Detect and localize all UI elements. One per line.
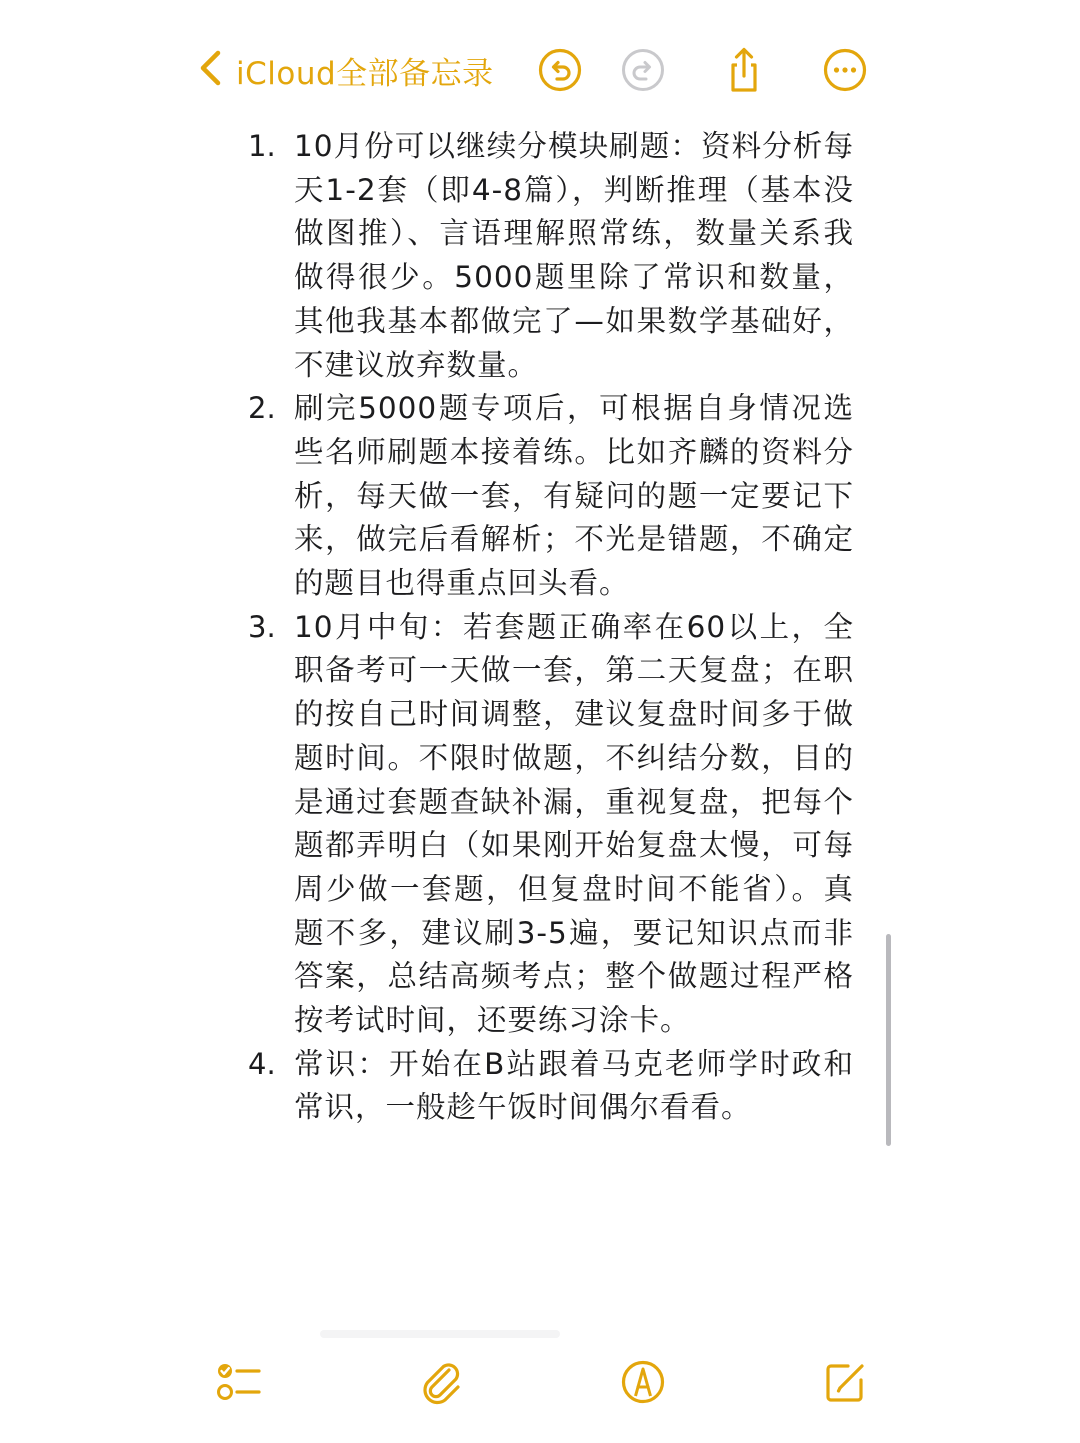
list-item-text: 10月份可以继续分模块刷题：资料分析每天1-2套（即4-8篇），判断推理（基本没做图推）、言语理解照常练，数量关系我做得很少。5000题里除了常识和数量，其他我基本都做完了—如果数学基础好，不建议放弃数量。 <box>294 129 854 382</box>
navigation-bar <box>0 0 1080 130</box>
compose-icon[interactable] <box>821 1358 869 1406</box>
note-body[interactable] <box>248 125 868 1130</box>
back-button[interactable] <box>196 46 494 94</box>
list-item <box>248 606 868 1043</box>
list-item <box>248 387 868 606</box>
checklist-icon[interactable] <box>214 1358 262 1406</box>
list-item <box>248 1043 868 1130</box>
share-icon[interactable] <box>720 46 768 94</box>
list-item-number: 1. <box>248 129 276 163</box>
scroll-indicator[interactable] <box>886 934 891 1146</box>
markup-pen-icon[interactable] <box>619 1358 667 1406</box>
list-item-text: 10月中旬：若套题正确率在60以上，全职备考可一天做一套，第二天复盘；在职的按自己时间调整，建议复盘时间多于做题时间。不限时做题，不纠结分数，目的是通过套题查缺补漏，重视复盘，把每个题都弄明白（如果刚开始复盘太慢，可每周少做一套题，但复盘时间不能省）。真题不多，建议刷3-5遍，要记知识点而非答案，总结高频考点；整个做题过程严格按考试时间，还要练习涂卡。 <box>294 609 854 1038</box>
list-item <box>248 125 868 387</box>
list-item-text: 常识：开始在B站跟着马克老师学时政和常识，一般趁午饭时间偶尔看看。 <box>294 1046 854 1125</box>
redo-icon[interactable] <box>619 46 667 94</box>
list-item-number: 2. <box>248 391 276 426</box>
list-item-number: 3. <box>248 609 276 644</box>
list-item-text: 刷完5000题专项后，可根据自身情况选些名师刷题本接着练。比如齐麟的资料分析，每天做一套，有疑问的题一定要记下来，做完后看解析；不光是错题，不确定的题目也得重点回头看。 <box>294 391 854 601</box>
divider <box>320 1330 560 1338</box>
back-button-label: iCloud全部备忘录 <box>236 55 494 92</box>
chevron-left-icon <box>196 47 224 93</box>
undo-icon[interactable] <box>536 46 584 94</box>
paperclip-icon[interactable] <box>418 1358 466 1406</box>
list-item-number: 4. <box>248 1046 276 1081</box>
more-icon[interactable] <box>821 46 869 94</box>
